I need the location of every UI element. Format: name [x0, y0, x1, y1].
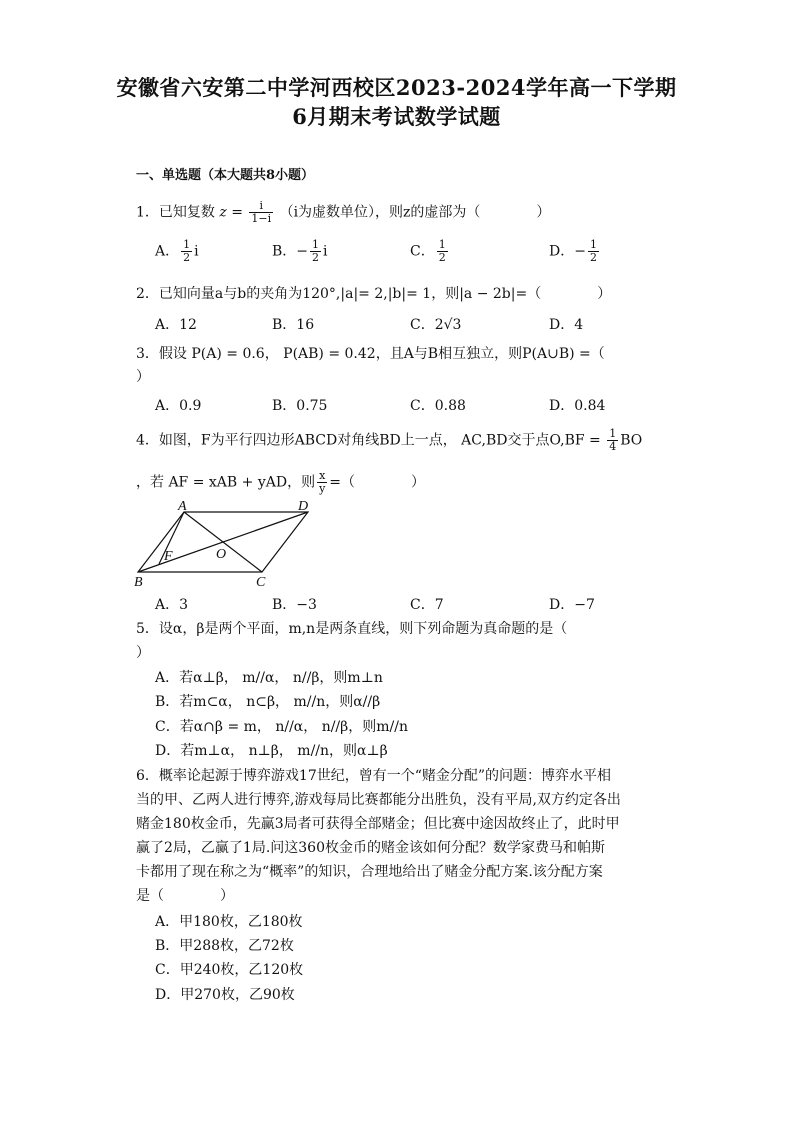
doc-title-line2: 6月期末考试数学试题	[292, 104, 501, 129]
question-4-line2	[136, 470, 425, 495]
q6-option-d: D．甲270枚，乙90枚	[155, 987, 295, 1003]
q4-option-c: C．7	[410, 597, 444, 613]
q3-option-c: C．0.88	[410, 398, 466, 414]
q1-frac-den: 1−i	[251, 212, 272, 225]
question-6-line4: 赢了2局，乙赢了1局.问这360枚金币的赌金该如何分配？数学家费马和帕斯	[136, 840, 605, 856]
frac-num: 1	[589, 238, 597, 251]
q3-option-a: A．0.9	[155, 398, 202, 414]
q4-option-d: D．−7	[549, 597, 595, 613]
option-fraction	[181, 239, 192, 264]
q5-option-b: B．若m⊂α， n⊂β， m//n，则α//β	[155, 694, 381, 710]
question-5-line1: 5．设α，β是两个平面，m,n是两条直线，则下列命题为真命题的是（	[136, 621, 568, 637]
q2-option-b: B．16	[272, 317, 315, 333]
q4-option-a: A．3	[155, 597, 189, 613]
question-6-line1: 6．概率论起源于博弈游戏17世纪，曾有一个“赌金分配”的问题：博弈水平相	[136, 768, 612, 784]
q6-option-c: C．甲240枚，乙120枚	[155, 962, 304, 978]
section-heading: 一、单选题（本大题共8小题）	[136, 168, 315, 183]
q1-frac-num: i	[249, 200, 273, 213]
frac-den: 2	[312, 251, 320, 264]
frac-num: 1	[609, 427, 617, 440]
q1-prefix: 1．已知复数	[136, 204, 215, 221]
option-letter: D．−	[549, 243, 586, 260]
label-c: C	[256, 575, 266, 590]
frac-den: y	[319, 482, 326, 495]
q4-text1b: BO	[620, 432, 643, 449]
label-o: O	[216, 547, 227, 562]
question-6-line2: 当的甲、乙两人进行博弈,游戏每局比赛都能分出胜负，没有平局,双方约定各出	[136, 792, 621, 808]
question-1	[136, 200, 550, 225]
q5-option-a: A．若α⊥β， m//α， n//β，则m⊥n	[155, 670, 383, 686]
q4-text1a: 4．如图，F为平行四边形ABCD对角线BD上一点， AC,BD交于点O,BF =	[136, 432, 606, 449]
q4-text2b: =（ ）	[329, 474, 426, 491]
option-letter: C．	[410, 243, 435, 260]
question-3-line1: 3．假设 P(A) = 0.6， P(AB) = 0.42，且A与B相互独立，则P(A∪B) =（	[136, 346, 605, 362]
option-letter: A．	[155, 243, 180, 260]
label-a: A	[178, 500, 187, 514]
label-f: F	[164, 549, 173, 564]
option-letter: B．−	[272, 243, 309, 260]
q1-fraction	[249, 200, 273, 225]
option-fraction	[310, 239, 321, 264]
frac-den: 2	[183, 251, 191, 264]
doc-title-line1: 安徽省六安第二中学河西校区2023-2024学年高一下学期	[116, 75, 677, 100]
frac-num: 1	[312, 238, 320, 251]
question-2: 2．已知向量a与b的夹角为120°,|a|= 2,|b|= 1，则|a − 2b|=（ ）	[136, 286, 612, 302]
option-fraction	[437, 239, 448, 264]
frac-num: 1	[183, 238, 191, 251]
q6-option-a: A．甲180枚，乙180枚	[155, 914, 303, 930]
q2-option-d: D．4	[549, 317, 584, 333]
frac-den: 4	[609, 440, 617, 453]
q1-option-d	[549, 239, 601, 264]
question-6-line3: 赌金180枚金币，先赢3局者可获得全部赌金；但比赛中途因故终止了，此时甲	[136, 816, 620, 832]
q3-option-b: B．0.75	[272, 398, 328, 414]
frac-den: 2	[589, 251, 597, 264]
question-6-line6: 是（ ）	[136, 888, 234, 904]
q3-option-d: D．0.84	[549, 398, 606, 414]
parallelogram-figure	[132, 500, 332, 590]
question-4-line1	[136, 428, 642, 453]
q1-option-b	[272, 239, 328, 264]
q4-text2a: ，若 AF = xAB + yAD，则	[136, 474, 316, 491]
q1-z: z =	[219, 204, 243, 221]
q4-fraction	[607, 428, 618, 453]
question-5-line2: ）	[136, 645, 150, 661]
q2-option-a: A．12	[155, 317, 197, 333]
option-fraction	[588, 239, 599, 264]
option-tail: i	[194, 243, 199, 260]
option-tail: i	[323, 243, 328, 260]
question-3-line2: ）	[136, 369, 150, 385]
q1-suffix: （i为虚数单位），则z的虚部为（ ）	[279, 204, 551, 221]
q6-option-b: B．甲288枚，乙72枚	[155, 938, 294, 954]
label-d: D	[298, 500, 309, 514]
q5-option-d: D．若m⊥α， n⊥β， m//n，则α⊥β	[155, 743, 388, 759]
q1-option-c	[410, 239, 450, 264]
frac-num: x	[319, 469, 326, 482]
frac-num: 1	[438, 238, 446, 251]
q5-option-c: C．若α∩β = m， n//α， n//β，则m//n	[155, 719, 408, 735]
question-6-line5: 卡都用了现在称之为“概率”的知识，合理地给出了赌金分配方案.该分配方案	[136, 864, 603, 880]
q1-option-a	[155, 239, 199, 264]
label-b: B	[134, 575, 143, 590]
q2-option-c: C．2√3	[410, 317, 462, 333]
q4-option-b: B．−3	[272, 597, 317, 613]
q4-xy-fraction	[317, 470, 327, 495]
frac-den: 2	[438, 251, 446, 264]
